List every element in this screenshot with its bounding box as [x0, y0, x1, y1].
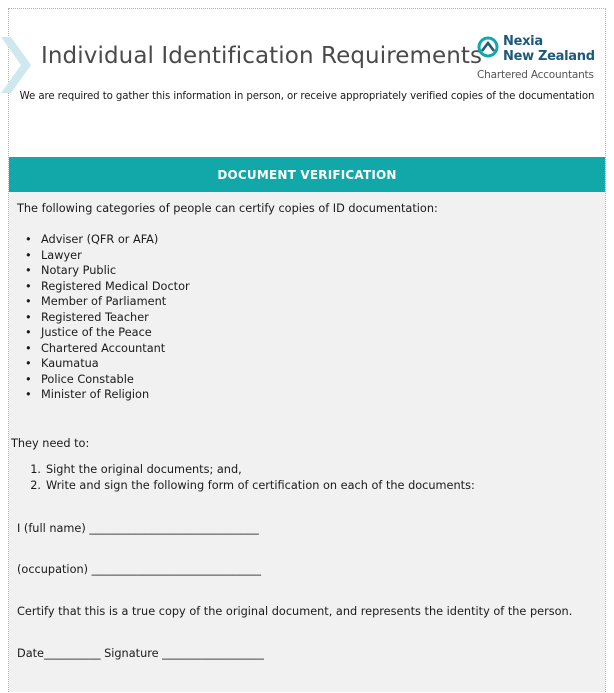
list-item: • Justice of the Peace	[25, 325, 190, 341]
date-signature-line: Date__________ Signature __________________	[17, 647, 264, 660]
page-title: Individual Identification Requirements	[41, 43, 483, 69]
list-item: • Chartered Accountant	[25, 341, 190, 357]
list-item: • Registered Teacher	[25, 310, 190, 326]
list-item	[21, 462, 475, 478]
chevron-icon	[1, 37, 31, 93]
document-page	[8, 8, 606, 692]
occupation-line: (occupation) ______________________________	[17, 563, 262, 576]
step-text: Write and sign the following form of certification on each of the documents:	[46, 478, 475, 492]
steps-list	[21, 462, 475, 493]
section-heading-bar	[9, 157, 605, 192]
step-number: 1.	[30, 463, 41, 476]
logo-text-nexia: Nexia	[503, 34, 543, 49]
list-item: • Adviser (QFR or AFA)	[25, 232, 190, 248]
list-item: • Minister of Religion	[25, 387, 190, 403]
list-item: • Lawyer	[25, 248, 190, 264]
list-item: • Kaumatua	[25, 356, 190, 372]
logo-text-new-zealand: New Zealand	[503, 49, 595, 64]
certifier-list	[25, 232, 190, 403]
section-content	[9, 192, 605, 692]
nexia-logo-icon	[477, 36, 499, 58]
certify-statement: Certify that this is a true copy of the original document, and represents the identity of the person.	[17, 605, 573, 618]
list-item	[21, 478, 475, 494]
need-to-heading: They need to:	[11, 437, 90, 450]
list-item: • Notary Public	[25, 263, 190, 279]
list-item: • Police Constable	[25, 372, 190, 388]
list-item: • Member of Parliament	[25, 294, 190, 310]
step-text: Sight the original documents; and,	[46, 463, 242, 476]
list-item: • Registered Medical Doctor	[25, 279, 190, 295]
page-subtitle: We are required to gather this information in person, or receive appropriately verified copies of the documentation	[19, 91, 595, 102]
step-number: 2.	[30, 478, 41, 492]
section-heading: DOCUMENT VERIFICATION	[217, 167, 397, 182]
full-name-line: I (full name) ______________________________	[17, 522, 259, 535]
intro-text: The following categories of people can certify copies of ID documentation:	[17, 202, 438, 215]
logo-text-chartered-accountants: Chartered Accountants	[477, 69, 594, 81]
company-logo	[475, 31, 593, 87]
